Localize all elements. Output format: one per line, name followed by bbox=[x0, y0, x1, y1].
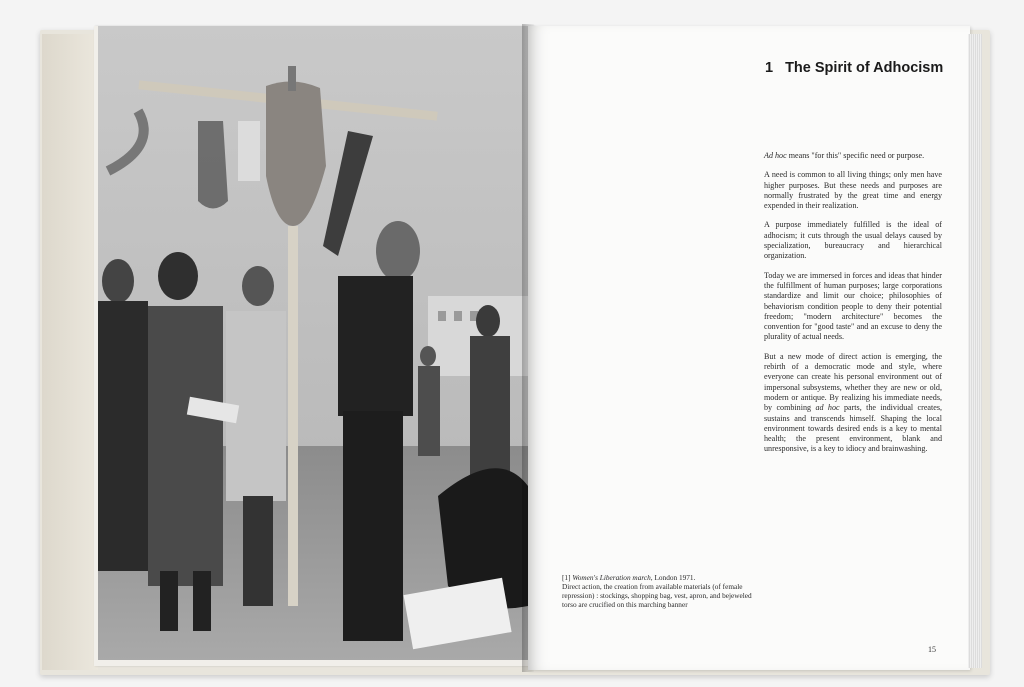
caption-place: London 1971. bbox=[652, 573, 696, 582]
chapter-heading bbox=[765, 60, 945, 76]
paragraph-text: parts, the individual creates, sustains and transcends himself. Shaping the local environment towards desired ends is a key to mental health; the present environment, blank and unresponsive, is a key to idiocy and brainwashing. bbox=[764, 403, 943, 454]
photo-illustration bbox=[98, 26, 528, 660]
paragraph-text: A need is common to all living things; only men have higher purposes. But these needs and purposes are normally frustrated by the great time and energy expended in their realization. bbox=[764, 170, 942, 211]
paragraph bbox=[764, 170, 942, 211]
caption-title: Women's Liberation march, bbox=[572, 573, 653, 582]
paragraph-text: Today we are immersed in forces and ideas that hinder the fulfillment of human purposes; large corporations standardize and limit our choice; philosophies of behaviorism condition people to deny their potential freedom; "modern architecture" becomes the convention for "good taste" and an excuse to deny the plurality of actual needs. bbox=[764, 270, 942, 342]
caption-text: Direct action, the creation from available materials (of female repression) : stockings, shopping bag, vest, apron, and bejeweled torso are crucified on this marching banner bbox=[562, 581, 752, 609]
paragraph bbox=[764, 151, 942, 161]
photo-caption bbox=[562, 574, 762, 610]
march-photograph bbox=[98, 26, 528, 660]
chapter-body bbox=[764, 151, 942, 464]
page-edges bbox=[968, 34, 982, 668]
paragraph-text: A purpose immediately fulfilled is the ideal of adhocism; it cuts through the usual delays caused by specialization, bureaucracy and hierarchical organization. bbox=[764, 220, 942, 261]
paragraph-text: But a new mode of direct action is emerging, the rebirth of a democratic mode and style, where everyone can create his personal environment out of impersonal subsystems, whether they are new or old, modern or antique. By realizing his immediate needs, by combining bbox=[764, 351, 942, 413]
italic-term: Ad hoc bbox=[764, 151, 787, 160]
paragraph-text: means "for this" specific need or purpose. bbox=[786, 151, 925, 160]
cover-edge bbox=[42, 34, 98, 670]
chapter-number: 1 bbox=[765, 60, 774, 76]
chapter-title: The Spirit of Adhocism bbox=[785, 60, 944, 76]
italic-term: ad hoc bbox=[815, 403, 840, 413]
paragraph bbox=[764, 352, 942, 455]
paragraph bbox=[764, 220, 942, 261]
caption-ref: [1] bbox=[562, 573, 573, 582]
page-number: 15 bbox=[928, 645, 936, 654]
paragraph bbox=[764, 271, 942, 343]
